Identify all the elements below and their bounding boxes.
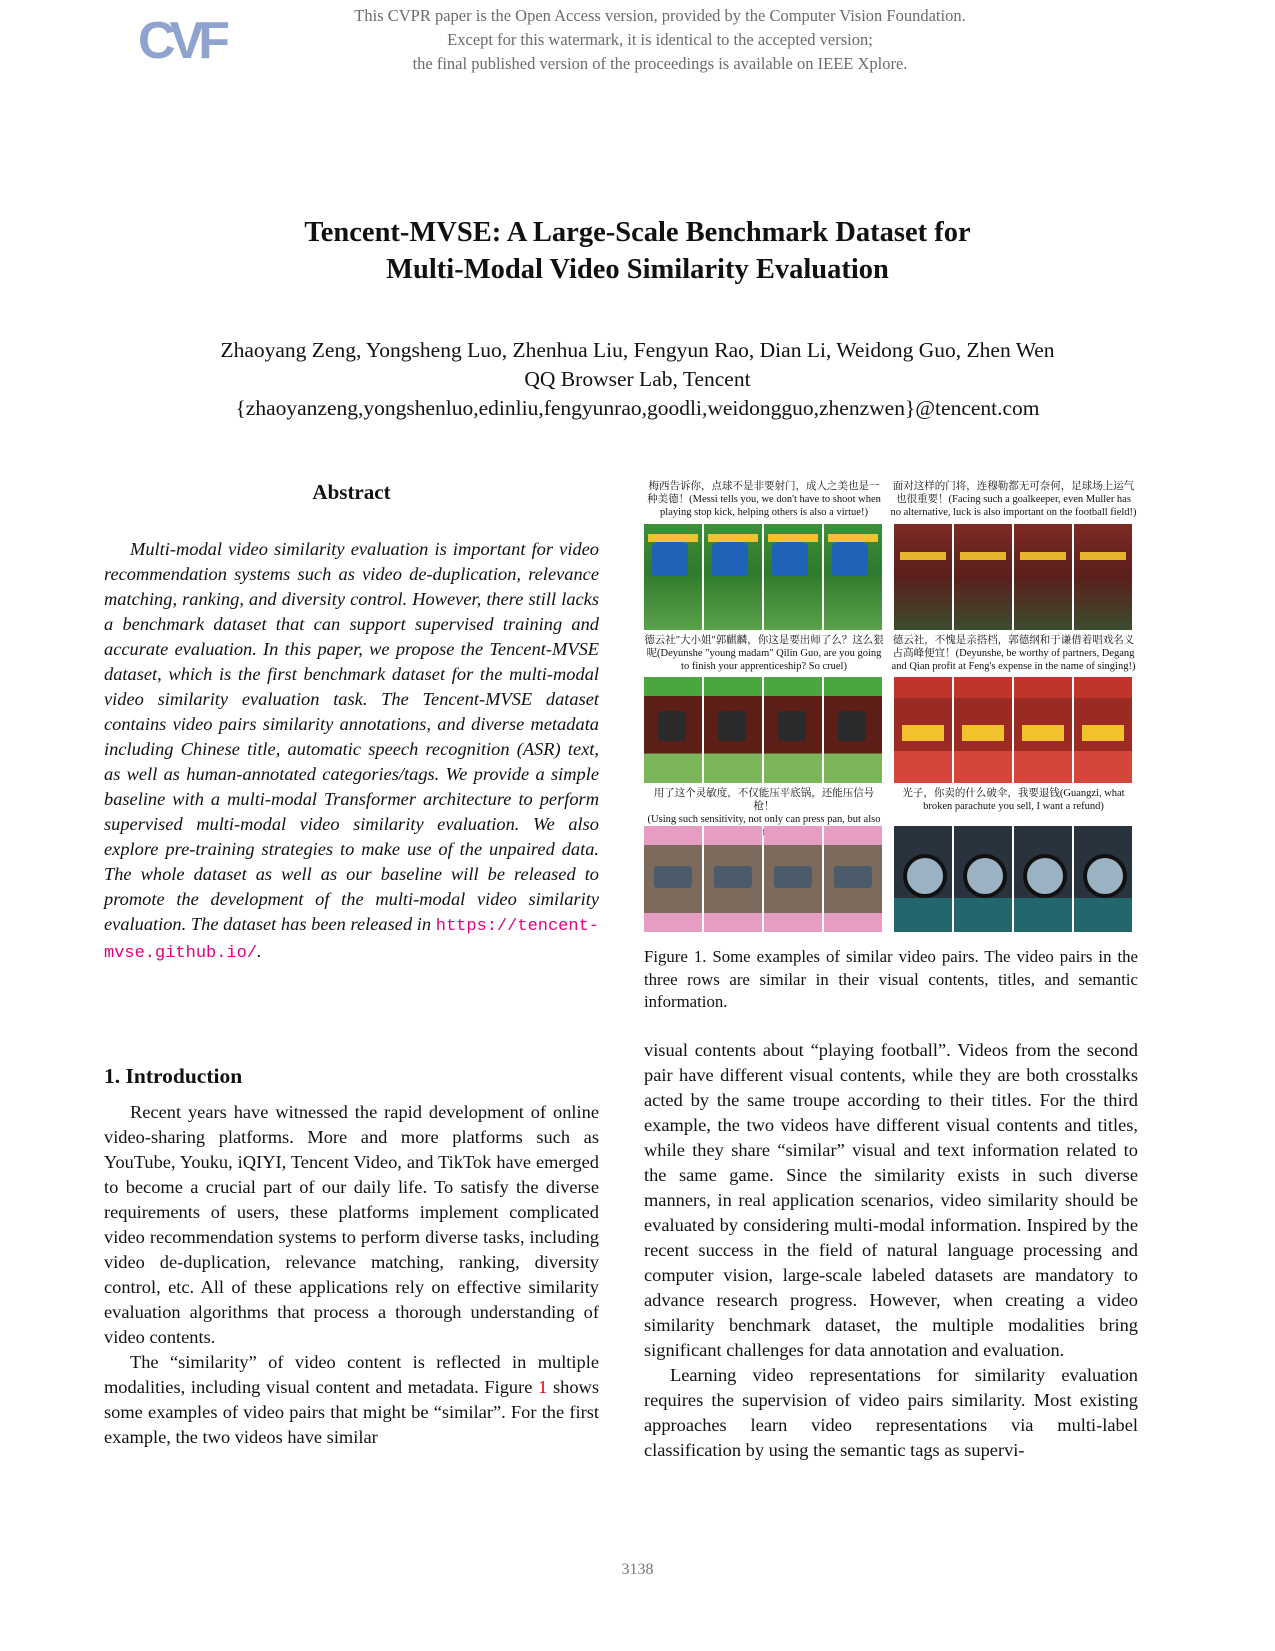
video-frame	[1014, 524, 1072, 630]
affiliation: QQ Browser Lab, Tencent	[524, 367, 751, 391]
dataset-link[interactable]: https://tencent-mvse.github.io/	[104, 917, 599, 963]
intro-paragraph: Recent years have witnessed the rapid development of online video-sharing platforms. More and more platforms such as YouTube, Youku, iQIYI, Tencent Video, and TikTok have emerged to become a crucial part of our daily life. To satisfy the diverse requirements of users, these platforms implement complicated video recommendation systems to perform diverse tasks, including video de-duplication, relevance matching, ranking, diversity control, etc. All of these applications rely on effective similarity evaluation algorithms that process a thorough understanding of video contents.	[104, 1102, 599, 1347]
video-frame	[764, 677, 822, 783]
video-frame	[764, 524, 822, 630]
video-title-caption: 德云社，不愧是亲搭档，郭德纲和于谦借着唱戏名义 占高峰便宜！(Deyunshe, be worthy of partners, Degang and Qian profit at Feng's expense in the name of singing!)	[891, 635, 1136, 672]
cvf-logo	[138, 8, 234, 70]
figure-ref-link[interactable]: 1	[538, 1377, 548, 1397]
video-frame	[954, 524, 1012, 630]
video-frame	[704, 524, 762, 630]
video-frame	[954, 826, 1012, 932]
author-emails: {zhaoyanzeng,yongshenluo,edinliu,fengyunrao,goodli,weidongguo,zhenzwen}@tencent.com	[235, 396, 1040, 420]
open-access-watermark	[260, 4, 1060, 76]
video-frame	[1074, 826, 1132, 932]
video-frame	[764, 826, 822, 932]
video-frame	[824, 826, 882, 932]
abstract-end: .	[257, 941, 262, 961]
paper-title	[0, 214, 1275, 288]
video-frame	[644, 524, 702, 630]
figure-caption: Figure 1. Some examples of similar video pairs. The video pairs in the three rows are similar in their visual contents, titles, and semantic information.	[644, 947, 1138, 1011]
video-frame	[894, 826, 952, 932]
intro-left-column	[104, 1100, 599, 1450]
intro-paragraph: Learning video representations for similarity evaluation requires the supervision of video pairs similarity. Most existing approaches learn video representations via multi-label classification by using the semantic tags as supervi-	[644, 1365, 1138, 1460]
abstract-heading: Abstract	[312, 480, 391, 504]
video-frames-row1-left	[644, 524, 882, 630]
video-frames-row3-right	[894, 826, 1132, 932]
video-frame	[704, 677, 762, 783]
page-number: 3138	[621, 1561, 654, 1578]
video-frame	[824, 524, 882, 630]
video-title-caption: 用了这个灵敏度，不仅能压平底锅，还能压信号枪！ (Using such sensitivity, not only can press pan, but also	[647, 788, 881, 825]
intro-paragraph: visual contents about “playing football”. Videos from the second pair have different visual contents, while they are both crosstalks acted by the same troupe according to their titles. For the third example, the two videos have different visual contents and titles, while they share “similar” visual and text information related to the same game. Since the similarity exists in such diverse manners, in real application scenarios, video similarity should be evaluated by considering multi-modal information. Inspired by the recent success in the field of natural language processing and computer vision, large-scale labeled datasets are mandatory to advance research progress. However, when creating a video similarity benchmark dataset, the multiple modalities bring significant challenges for data annotation and evaluation.	[644, 1040, 1138, 1360]
video-frame	[644, 826, 702, 932]
section-heading-introduction: 1. Introduction	[104, 1064, 243, 1088]
title-line: Multi-Modal Video Similarity Evaluation	[386, 254, 889, 285]
video-frame	[894, 524, 952, 630]
video-title-caption: 德云社"大小姐"郭麒麟，你这是要出师了么？这么狠 呢(Deyunshe "young madam" Qilin Guo, are you going to finish your apprenticeship? So cruel)	[644, 635, 884, 672]
figure-1	[644, 480, 1138, 932]
author-list: Zhaoyang Zeng, Yongsheng Luo, Zhenhua Liu, Fengyun Rao, Dian Li, Weidong Guo, Zhen Wen	[220, 338, 1055, 362]
abstract-body: Multi-modal video similarity evaluation is important for video recommendation systems such as video de-duplication, relevance matching, ranking, and diversity control. However, there still lacks a benchmark dataset that can support supervised training and accurate evaluation. In this paper, we propose the Tencent-MVSE dataset, which is the first benchmark dataset for the multi-modal video similarity evaluation task. The Tencent-MVSE dataset contains video pairs similarity annotations, and diverse metadata including Chinese title, automatic speech recognition (ASR) text, as well as human-annotated categories/tags. We provide a simple baseline with a multi-modal Transformer architecture to perform supervised multi-modal video similarity evaluation. We also explore pre-training strategies to make use of the unpaired data. The whole dataset as well as our baseline will be released to promote the development of the multi-modal video similarity evaluation. The dataset has been released in	[104, 539, 599, 934]
video-frame	[1014, 826, 1072, 932]
video-title-caption: 梅西告诉你，点球不是非要射门，成人之美也是一 种美德！(Messi tells you, we don't have to shoot when playing stop kick, helping others is also a virtue!)	[647, 481, 881, 518]
video-frames-row2-right	[894, 677, 1132, 783]
video-frames-row3-left	[644, 826, 882, 932]
video-frames-row2-left	[644, 677, 882, 783]
title-line: Tencent-MVSE: A Large-Scale Benchmark Dataset for	[304, 217, 971, 248]
video-frame	[824, 677, 882, 783]
intro-right-column	[644, 1038, 1138, 1463]
video-frame	[644, 677, 702, 783]
svg-text:CVF: CVF	[138, 12, 224, 70]
author-block	[0, 336, 1275, 423]
intro-paragraph	[104, 1350, 599, 1450]
text-span: shows some examples of video pairs that might be “similar”. For the first example, the two videos have similar	[104, 1377, 599, 1447]
video-frame	[1014, 677, 1072, 783]
watermark-line: the final published version of the proceedings is available on IEEE Xplore.	[412, 54, 908, 73]
watermark-line: Except for this watermark, it is identical to the accepted version;	[447, 30, 873, 49]
video-frame	[1074, 524, 1132, 630]
video-frame	[954, 677, 1012, 783]
video-frames-row1-right	[894, 524, 1132, 630]
watermark-line: This CVPR paper is the Open Access version, provided by the Computer Vision Foundation.	[354, 6, 966, 25]
video-title-caption: 面对这样的门将，连穆勒都无可奈何，足球场上运气 也很重要！(Facing such a goalkeeper, even Muller has no alternative, luck is also important on the football field!)	[890, 481, 1137, 518]
video-frame	[704, 826, 762, 932]
abstract-text	[104, 537, 599, 966]
video-frame	[1074, 677, 1132, 783]
text-span: The “similarity” of video content is reflected in multiple modalities, including visual content and metadata. Figure	[104, 1352, 599, 1397]
video-title-caption: 光子，你卖的什么破伞，我要退钱(Guangzi, what broken parachute you sell, I want a refund)	[902, 788, 1125, 812]
video-frame	[894, 677, 952, 783]
